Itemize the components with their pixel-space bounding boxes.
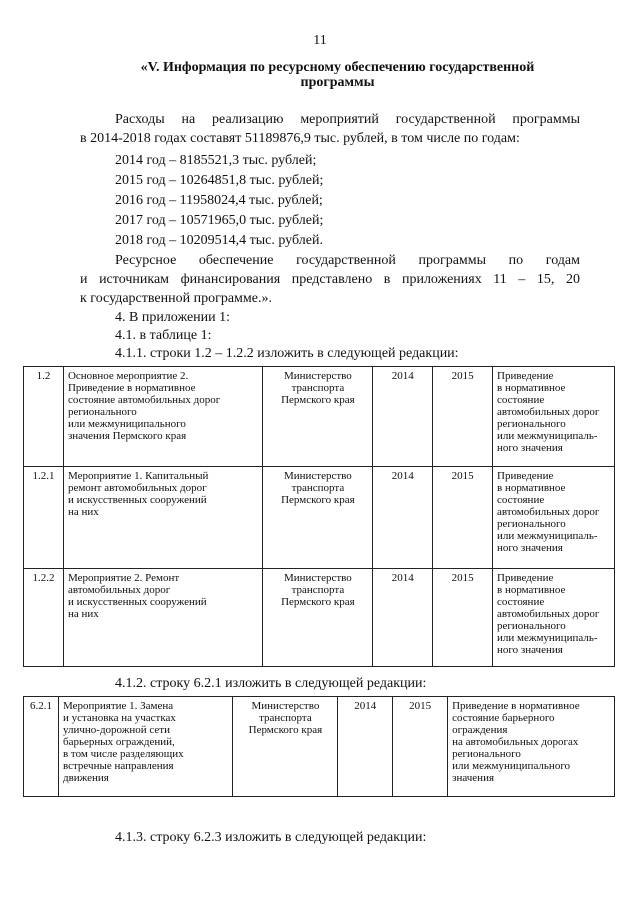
section-title: «V. Информация по ресурсному обеспечению государственной программы [140, 60, 535, 90]
expected-result: Приведение в нормативное состояние автомобильных дорог регионального или межмуниципаль- ного значения [493, 569, 615, 667]
year-line-2017: 2017 год – 10571965,0 тыс. рублей; [115, 213, 324, 228]
row-number: 1.2.2 [24, 569, 64, 667]
item-4-1-1: 4.1.1. строки 1.2 – 1.2.2 изложить в следующей редакции: [115, 346, 459, 361]
executor: Министерство транспорта Пермского края [263, 569, 373, 667]
expenses-line-2: в 2014-2018 годах составят 51189876,9 тыс. рублей, в том числе по годам: [80, 131, 520, 146]
expenses-line-1: Расходы на реализацию мероприятий государственной программы [115, 112, 580, 127]
table-row [24, 569, 615, 667]
end-year: 2015 [433, 367, 493, 467]
executor: Министерство транспорта Пермского края [263, 367, 373, 467]
executor: Министерство транспорта Пермского края [263, 467, 373, 569]
expected-result: Приведение в нормативное состояние автомобильных дорог регионального или межмуниципаль- ного значения [493, 467, 615, 569]
resource-line-2: и источникам финансирования представлено в приложениях 11 – 15, 20 [80, 272, 580, 287]
end-year: 2015 [433, 569, 493, 667]
year-line-2016: 2016 год – 11958024,4 тыс. рублей; [115, 193, 323, 208]
executor: Министерство транспорта Пермского края [233, 697, 338, 797]
row-number: 6.2.1 [24, 697, 59, 797]
row-number: 1.2.1 [24, 467, 64, 569]
measure-name: Мероприятие 1. Замена и установка на участках улично-дорожной сети барьерных ограждений, в том числе разделяющих встречные направления движения [58, 697, 233, 797]
year-line-2018: 2018 год – 10209514,4 тыс. рублей. [115, 233, 323, 248]
end-year: 2015 [393, 697, 448, 797]
row-number: 1.2 [24, 367, 64, 467]
table-2 [23, 696, 615, 797]
resource-line-3: к государственной программе.». [80, 291, 272, 306]
start-year: 2014 [373, 367, 433, 467]
resource-line-1: Ресурсное обеспечение государственной программы по годам [115, 253, 580, 268]
measure-name: Мероприятие 2. Ремонт автомобильных дорог и искусственных сооружений на них [63, 569, 263, 667]
year-line-2014: 2014 год – 8185521,3 тыс. рублей; [115, 153, 317, 168]
page-number: 11 [313, 33, 327, 48]
year-line-2015: 2015 год – 10264851,8 тыс. рублей; [115, 173, 324, 188]
end-year: 2015 [433, 467, 493, 569]
start-year: 2014 [338, 697, 393, 797]
item-4: 4. В приложении 1: [115, 310, 231, 325]
measure-name: Основное мероприятие 2. Приведение в нормативное состояние автомобильных дорог регионального или межмуниципального значения Пермского края [63, 367, 263, 467]
expected-result: Приведение в нормативное состояние барьерного ограждения на автомобильных дорогах регионального или межмуниципального значения [448, 697, 615, 797]
item-4-1-2: 4.1.2. строку 6.2.1 изложить в следующей редакции: [115, 676, 427, 691]
item-4-1: 4.1. в таблице 1: [115, 328, 212, 343]
table-row [24, 467, 615, 569]
start-year: 2014 [373, 569, 433, 667]
table-1 [23, 366, 615, 667]
start-year: 2014 [373, 467, 433, 569]
measure-name: Мероприятие 1. Капитальный ремонт автомобильных дорог и искусственных сооружений на них [63, 467, 263, 569]
table-row [24, 697, 615, 797]
item-4-1-3: 4.1.3. строку 6.2.3 изложить в следующей редакции: [115, 830, 427, 845]
expected-result: Приведение в нормативное состояние автомобильных дорог регионального или межмуниципаль- ного значения [493, 367, 615, 467]
table-row [24, 367, 615, 467]
